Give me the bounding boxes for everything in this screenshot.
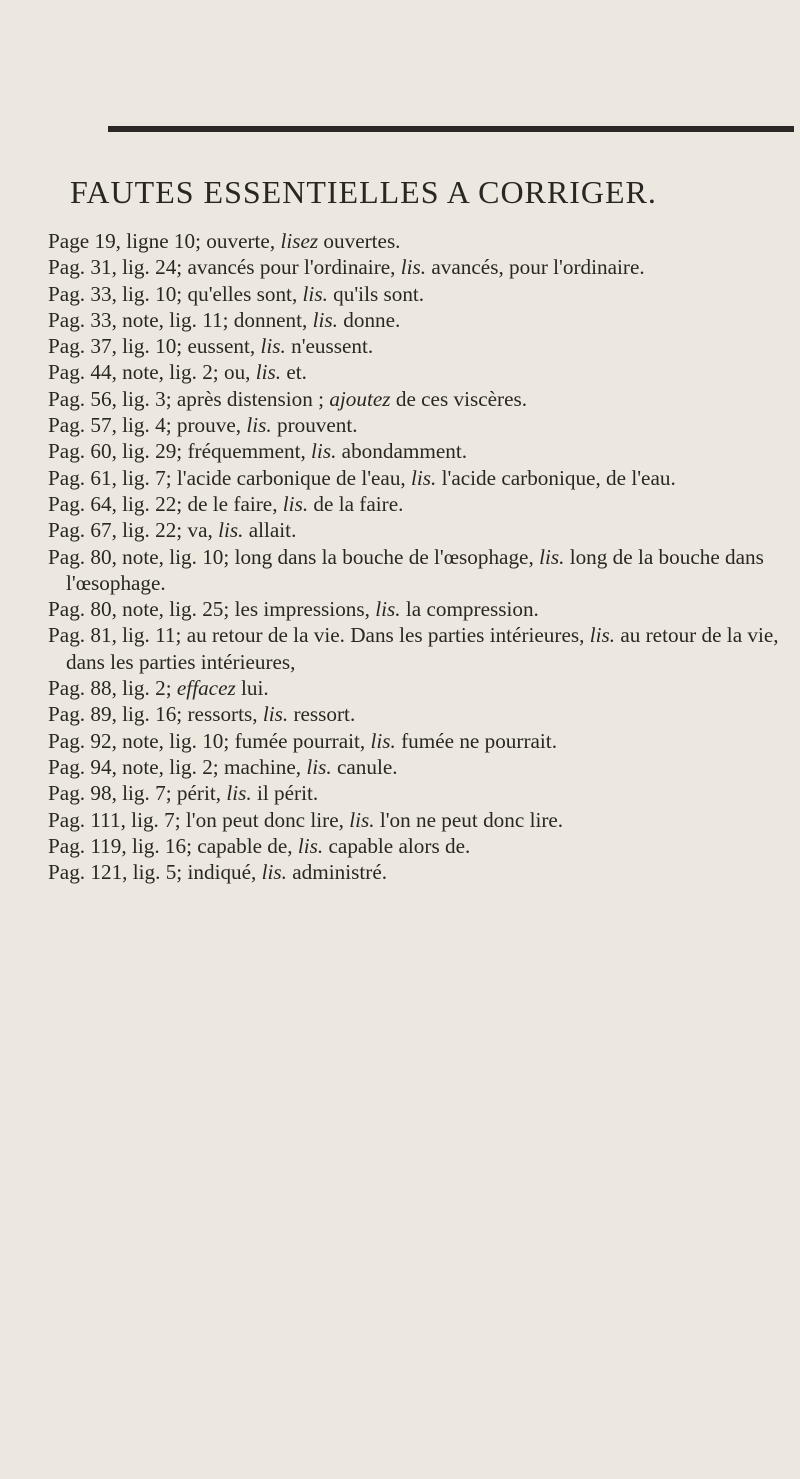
entry-ref: Pag. 80, note, lig. 10;: [48, 544, 230, 569]
entry-wrong: périt,: [171, 781, 227, 806]
entry-right: ressort.: [288, 702, 356, 727]
entry-ref: Pag. 64, lig. 22;: [48, 491, 183, 516]
entry-mark: lis.: [282, 491, 309, 516]
entry-right: lui.: [235, 676, 269, 701]
entry-mark: lis.: [226, 781, 252, 806]
entry-mark: lis.: [260, 334, 286, 359]
entry-right: abondamment.: [336, 439, 467, 464]
entry-wrong: après distension ;: [171, 386, 330, 411]
entry-mark: effacez: [176, 676, 236, 701]
errata-list: [48, 228, 788, 885]
entry-wrong: machine,: [218, 754, 307, 779]
entry-wrong: de le faire,: [182, 491, 283, 516]
entry-ref: Page 19, ligne 10;: [48, 229, 201, 253]
entry-right: ouvertes.: [318, 229, 401, 253]
errata-entry: [48, 307, 788, 333]
entry-right: canule.: [331, 754, 398, 779]
errata-entry: [48, 228, 788, 254]
entry-mark: lis.: [311, 439, 337, 464]
errata-entry: [48, 412, 788, 438]
entry-right: prouvent.: [271, 413, 358, 438]
entry-right: donne.: [337, 307, 401, 332]
entry-mark: lis.: [411, 465, 437, 490]
errata-entry: [48, 675, 788, 701]
entry-mark: lis.: [255, 360, 282, 385]
entry-wrong: les impressions,: [229, 597, 376, 622]
entry-wrong: long dans la bouche de l'œsophage,: [229, 544, 540, 569]
entry-ref: Pag. 37, lig. 10;: [48, 334, 183, 359]
entry-ref: Pag. 67, lig. 22;: [48, 518, 183, 543]
entry-wrong: ouverte,: [201, 229, 281, 253]
errata-entry: [48, 701, 788, 727]
errata-entry: [48, 544, 788, 597]
errata-entry: [48, 359, 788, 385]
entry-mark: lis.: [349, 807, 375, 832]
entry-right: il périt.: [251, 781, 319, 806]
errata-entry: [48, 386, 788, 412]
entry-wrong: fumée pourrait,: [229, 728, 371, 753]
errata-entry: [48, 333, 788, 359]
entry-right: la compression.: [400, 597, 539, 622]
entry-ref: Pag. 119, lig. 16;: [48, 833, 192, 858]
entry-right: n'eussent.: [285, 334, 374, 359]
entry-mark: lis.: [539, 544, 565, 569]
entry-mark: lis.: [400, 255, 427, 280]
entry-wrong: fréquemment,: [182, 439, 312, 464]
entry-ref: Pag. 80, note, lig. 25;: [48, 597, 230, 622]
errata-entry: [48, 517, 788, 543]
entry-wrong: prouve,: [171, 413, 247, 438]
page-title: FAUTES ESSENTIELLES A CORRIGER.: [70, 174, 657, 210]
entry-mark: lis.: [246, 413, 272, 438]
entry-wrong: au retour de la vie. Dans les parties intérieures,: [181, 623, 590, 648]
entry-wrong: ressorts,: [182, 702, 263, 727]
entry-right: au retour de la vie, dans les parties intérieures,: [66, 623, 779, 674]
entry-mark: lis.: [306, 754, 332, 779]
entry-ref: Pag. 89, lig. 16;: [48, 702, 183, 727]
errata-entry: [48, 281, 788, 307]
entry-mark: lis.: [218, 518, 244, 543]
entry-ref: Pag. 92, note, lig. 10;: [48, 728, 230, 753]
entry-ref: Pag. 88, lig. 2;: [48, 676, 172, 701]
entry-ref: Pag. 81, lig. 11;: [48, 623, 182, 648]
entry-ref: Pag. 33, note, lig. 11;: [48, 307, 229, 332]
entry-right: et.: [281, 360, 307, 385]
errata-entry: [48, 596, 788, 622]
entry-ref: Pag. 94, note, lig. 2;: [48, 754, 219, 779]
errata-entry: [48, 622, 788, 675]
entry-mark: lis.: [261, 860, 287, 885]
entry-mark: lis.: [589, 623, 616, 648]
entry-wrong: avancés pour l'ordinaire,: [182, 255, 401, 280]
entry-wrong: l'on peut donc lire,: [180, 807, 350, 832]
entry-wrong: l'acide carbonique de l'eau,: [171, 465, 412, 490]
entry-ref: Pag. 33, lig. 10;: [48, 281, 183, 306]
entry-right: l'acide carbonique, de l'eau.: [436, 465, 676, 490]
entry-wrong: indiqué,: [182, 860, 262, 885]
errata-entry: [48, 859, 788, 885]
entry-mark: lis.: [297, 833, 324, 858]
entry-wrong: capable de,: [192, 833, 298, 858]
entry-mark: lis.: [312, 307, 338, 332]
entry-mark: lis.: [262, 702, 289, 727]
entry-ref: Pag. 44, note, lig. 2;: [48, 360, 219, 385]
errata-entry: [48, 780, 788, 806]
entry-right: fumée ne pourrait.: [395, 728, 557, 753]
entry-right: administré.: [286, 860, 388, 885]
entry-ref: Pag. 111, lig. 7;: [48, 807, 181, 832]
entry-mark: lis.: [375, 597, 401, 622]
entry-right: de la faire.: [308, 491, 404, 516]
errata-entry: [48, 728, 788, 754]
entry-ref: Pag. 56, lig. 3;: [48, 386, 172, 411]
errata-entry: [48, 491, 788, 517]
entry-right: allait.: [243, 518, 297, 543]
entry-right: avancés, pour l'ordinaire.: [426, 255, 645, 280]
errata-entry: [48, 465, 788, 491]
entry-wrong: va,: [182, 518, 219, 543]
top-rule: [108, 126, 794, 132]
entry-ref: Pag. 60, lig. 29;: [48, 439, 183, 464]
entry-right: long de la bouche dans l'œsophage.: [66, 544, 764, 595]
entry-mark: lis.: [302, 281, 328, 306]
entry-ref: Pag. 98, lig. 7;: [48, 781, 172, 806]
errata-entry: [48, 807, 788, 833]
entry-wrong: donnent,: [228, 307, 313, 332]
entry-right: l'on ne peut donc lire.: [374, 807, 564, 832]
entry-wrong: qu'elles sont,: [182, 281, 303, 306]
errata-entry: [48, 254, 788, 280]
entry-mark: lis.: [370, 728, 396, 753]
entry-ref: Pag. 121, lig. 5;: [48, 860, 183, 885]
entry-ref: Pag. 57, lig. 4;: [48, 413, 172, 438]
entry-mark: ajoutez: [329, 386, 391, 411]
entry-right: qu'ils sont.: [327, 281, 425, 306]
errata-entry: [48, 833, 788, 859]
entry-right: capable alors de.: [323, 833, 471, 858]
entry-wrong: eussent,: [182, 334, 261, 359]
entry-ref: Pag. 61, lig. 7;: [48, 465, 172, 490]
entry-ref: Pag. 31, lig. 24;: [48, 255, 183, 280]
errata-entry: [48, 438, 788, 464]
entry-wrong: ou,: [218, 360, 256, 385]
entry-mark: lisez: [280, 229, 319, 253]
entry-right: de ces viscères.: [390, 386, 528, 411]
errata-entry: [48, 754, 788, 780]
